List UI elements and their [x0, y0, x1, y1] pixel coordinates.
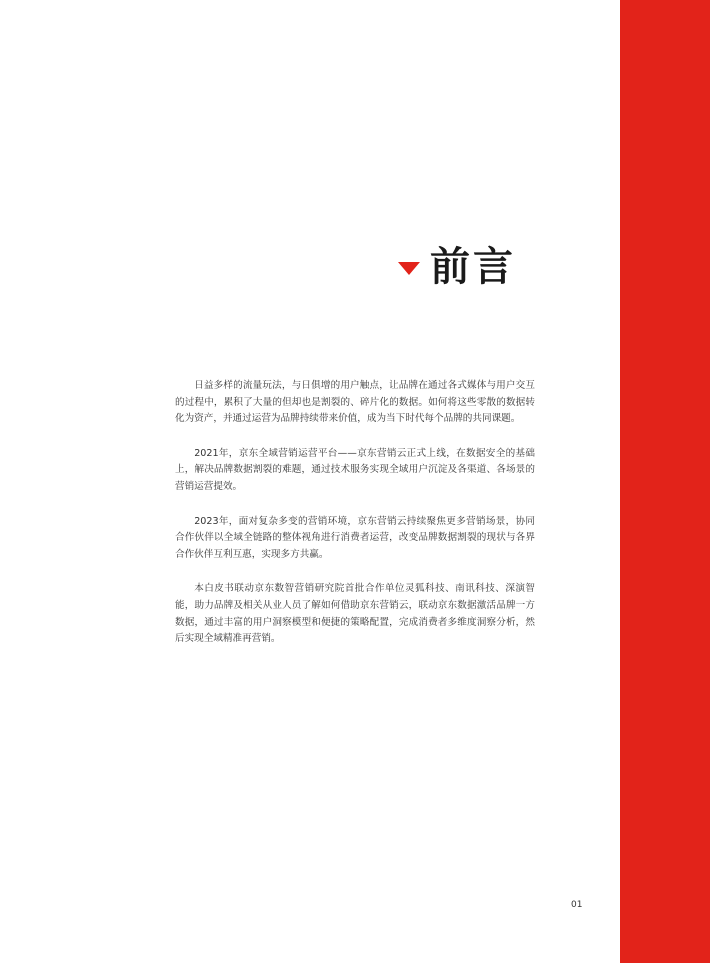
triangle-down-icon — [398, 262, 420, 275]
paragraph: 2021年，京东全域营销运营平台——京东营销云正式上线，在数据安全的基础上，解决品牌数据割裂的难题，通过技术服务实现全域用户沉淀及各渠道、各场景的营销运营提效。 — [175, 447, 535, 492]
page-number: 01 — [571, 900, 583, 910]
paragraph: 本白皮书联动京东数智营销研究院首批合作单位灵狐科技、南讯科技、深演智能，助力品牌及相关从业人员了解如何借助京东营销云，联动京东数据激活品牌一方数据，通过丰富的用户洞察模型和便捷的策略配置，完成消费者多维度洞察分析，然后实现全域精准再营销。 — [175, 583, 535, 645]
page-title: 前言 — [430, 244, 516, 290]
section-heading — [398, 244, 516, 290]
paragraph: 2023年，面对复杂多变的营销环境，京东营销云持续聚焦更多营销场景，协同合作伙伴以全域全链路的整体视角进行消费者运营，改变品牌数据割裂的现状与各界合作伙伴互利互惠，实现多方共赢。 — [175, 515, 535, 560]
preface-body — [175, 378, 535, 666]
red-side-bar — [620, 0, 710, 963]
paragraph: 日益多样的流量玩法，与日俱增的用户触点，让品牌在通过各式媒体与用户交互的过程中，累积了大量的但却也是割裂的、碎片化的数据。如何将这些零散的数据转化为资产，并通过运营为品牌持续带来价值，成为当下时代每个品牌的共同课题。 — [175, 380, 535, 425]
